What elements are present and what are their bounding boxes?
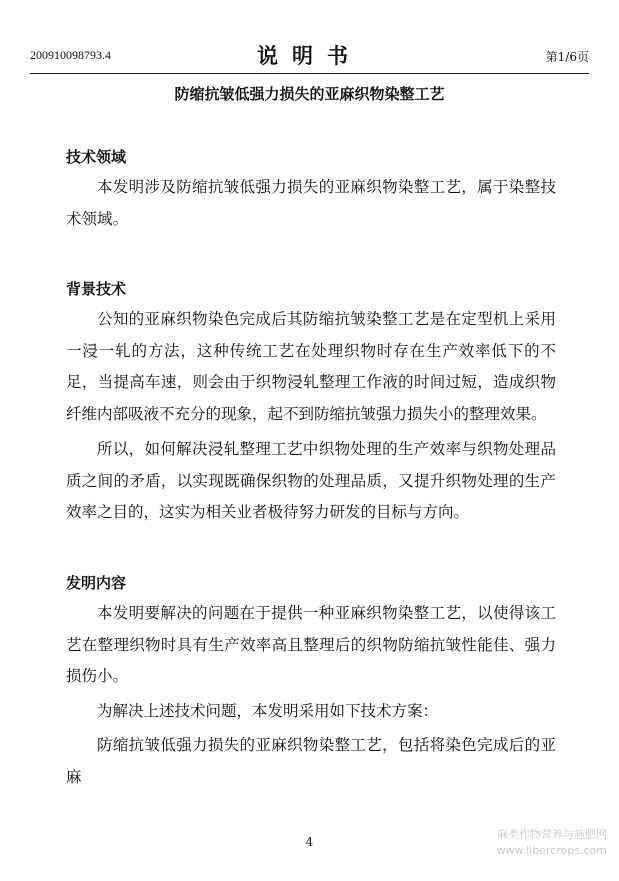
paragraph-summary-1: 本发明要解决的问题在于提供一种亚麻织物染整工艺，以使得该工艺在整理织物时具有生产效率高且整理后的织物防缩抗皱性能佳、强力损伤小。 xyxy=(66,604,556,685)
header-divider xyxy=(30,73,589,74)
section-heading-technical-field: 技术领域 xyxy=(66,148,127,166)
page-indicator: 第1/6页 xyxy=(545,50,589,64)
watermark-site-name: 麻类作物营养与施肥网 xyxy=(497,828,607,841)
paragraph-background-1: 公知的亚麻织物染色完成后其防缩抗皱染整工艺是在定型机上采用一浸一轧的方法，这种传统工艺在处理织物时存在生产效率低下的不足，当提高车速，则会由于织物浸轧整理工作液的时间过短，造成织物纤维内部吸液不充分的现象，起不到防缩抗皱强力损失小的整理效果。 xyxy=(66,310,556,423)
document-type-title: 说明书 xyxy=(257,43,362,68)
paragraph-summary-3: 防缩抗皱低强力损失的亚麻织物染整工艺，包括将染色完成后的亚麻 xyxy=(66,736,556,786)
site-watermark xyxy=(497,827,607,859)
page-header xyxy=(30,40,589,70)
paragraph-summary-2: 为解决上述技术问题，本发明采用如下技术方案： xyxy=(97,702,439,720)
paragraph-technical-field: 本发明涉及防缩抗皱低强力损失的亚麻织物染整工艺，属于染整技术领域。 xyxy=(66,178,556,228)
section-heading-background: 背景技术 xyxy=(66,280,127,298)
page-number: 4 xyxy=(305,835,314,849)
section-heading-summary: 发明内容 xyxy=(66,574,127,592)
document-title: 防缩抗皱低强力损失的亚麻织物染整工艺 xyxy=(174,85,445,103)
paragraph-background-2: 所以，如何解决浸轧整理工艺中织物处理的生产效率与织物处理品质之间的矛盾，以实现既确保织物的处理品质，又提升织物处理的生产效率之目的，这实为相关业者极待努力研发的目标与方向。 xyxy=(66,440,556,521)
application-number: 200910098793.4 xyxy=(30,48,111,62)
watermark-url: www.libercrops.com xyxy=(496,844,607,857)
